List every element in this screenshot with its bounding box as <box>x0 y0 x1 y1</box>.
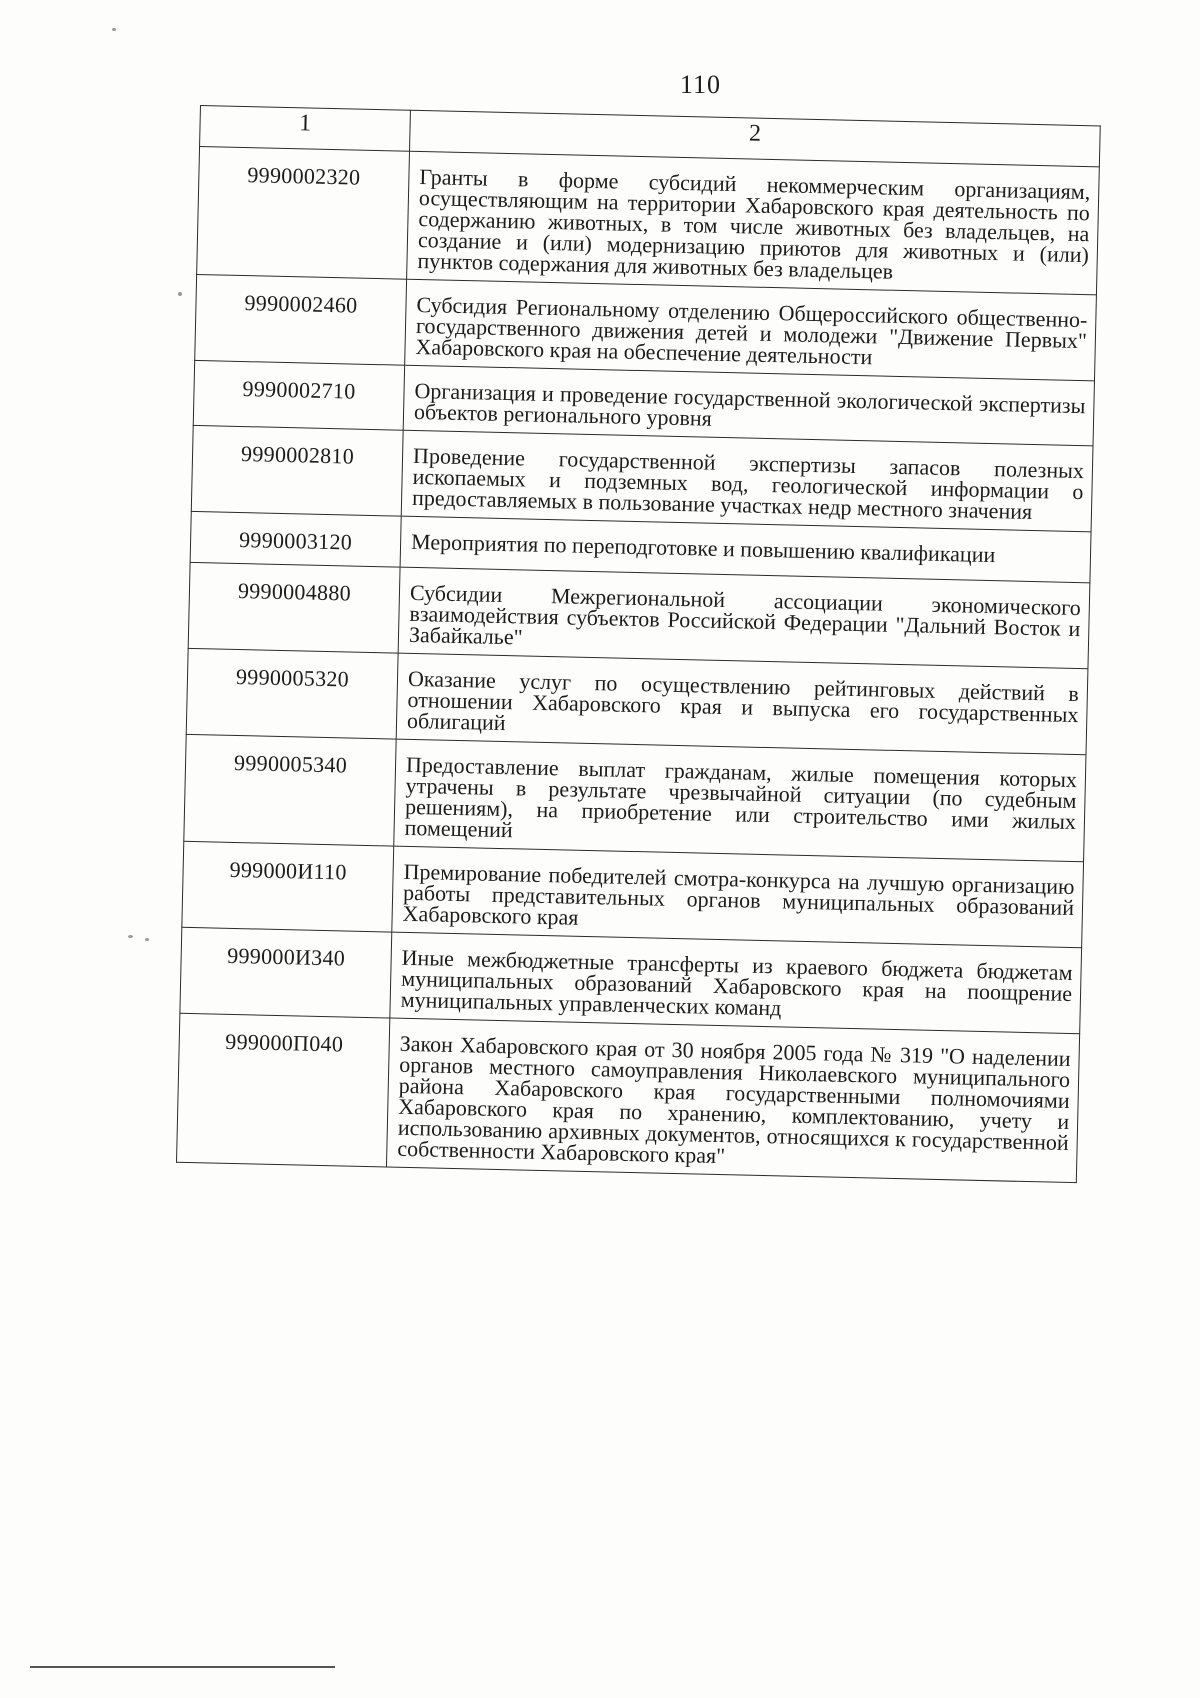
footnote-separator-line <box>30 1666 335 1668</box>
row-description: Гранты в форме субсидий некоммерческим организациям, осуществляющим на территории Хабаровского края деятельность по содержанию животных, в том числе животных без владельцев, на создание и (или) модернизацию приютов для животных и (или) пунктов содержания для животных без владельцев <box>407 151 1100 295</box>
row-description: Субсидии Межрегиональной ассоциации экономического взаимодействия субъектов Российской Федерации "Дальний Восток и Забайкалье" <box>398 567 1090 669</box>
scan-speck <box>112 28 116 31</box>
header-col-2: 2 <box>410 110 1101 167</box>
row-code: 9990002810 <box>191 425 403 516</box>
row-code: 9990002710 <box>193 360 404 430</box>
scan-speck <box>145 938 149 941</box>
row-description: Предоставление выплат гражданам, жилые помещения которых утрачены в результате чрезвычайной ситуации (по судебным решениям), на приобретение или строительство ими жилых помещений <box>394 739 1086 862</box>
row-description: Закон Хабаровского края от 30 ноября 2005 года № 319 "О наделении органов местного самоуправления Николаевского муниципального района Хабаровского края государственными полномочиями Хабаровского края по хранению, комплектованию, учету и использованию архивных документов, относящихся к государственной собственности Хабаровского края" <box>386 1018 1079 1183</box>
table-row <box>197 147 1100 295</box>
page-number: 110 <box>680 70 722 99</box>
budget-code-table-wrapper <box>176 105 1100 1183</box>
row-description: Проведение государственной экспертизы запасов полезных ископаемых и подземных вод, геологической информации о предоставляемых в пользование участках недр местного значения <box>401 430 1093 532</box>
row-code: 9990002320 <box>197 147 410 280</box>
scan-speck <box>178 292 182 296</box>
row-code: 9990005340 <box>184 734 396 846</box>
budget-code-table <box>176 105 1101 1183</box>
table-row <box>184 734 1086 861</box>
row-code: 9990002460 <box>195 274 407 365</box>
row-code: 9990004880 <box>188 562 400 653</box>
row-description: Мероприятия по переподготовке и повышению квалификации <box>400 516 1091 583</box>
row-description: Субсидия Региональному отделению Общероссийского общественно-государственного движения детей и молодежи "Движение Первых" Хабаровского края на обеспечение деятельности <box>405 279 1097 381</box>
row-description: Организация и проведение государственной экологической экспертизы объектов регионального уровня <box>403 365 1094 446</box>
row-description: Оказание услуг по осуществлению рейтинговых действий в отношении Хабаровского края и выпуска его государственных облигаций <box>396 653 1088 755</box>
row-code: 9990003120 <box>190 511 401 567</box>
row-description: Премирование победителей смотра-конкурса на лучшую организацию работы представительных органов муниципальных образований Хабаровского края <box>392 846 1084 948</box>
row-code: 999000П040 <box>177 1013 390 1167</box>
row-code: 999000И340 <box>180 927 392 1018</box>
row-code: 9990005320 <box>186 648 398 739</box>
row-description: Иные межбюджетные трансферты из краевого бюджета бюджетам муниципальных образований Хабаровского края на поощрение муниципальных управленческих команд <box>390 932 1082 1034</box>
scan-speck <box>128 935 133 938</box>
header-col-1: 1 <box>200 106 411 152</box>
row-code: 999000И110 <box>182 841 394 932</box>
table-row <box>177 1013 1080 1182</box>
